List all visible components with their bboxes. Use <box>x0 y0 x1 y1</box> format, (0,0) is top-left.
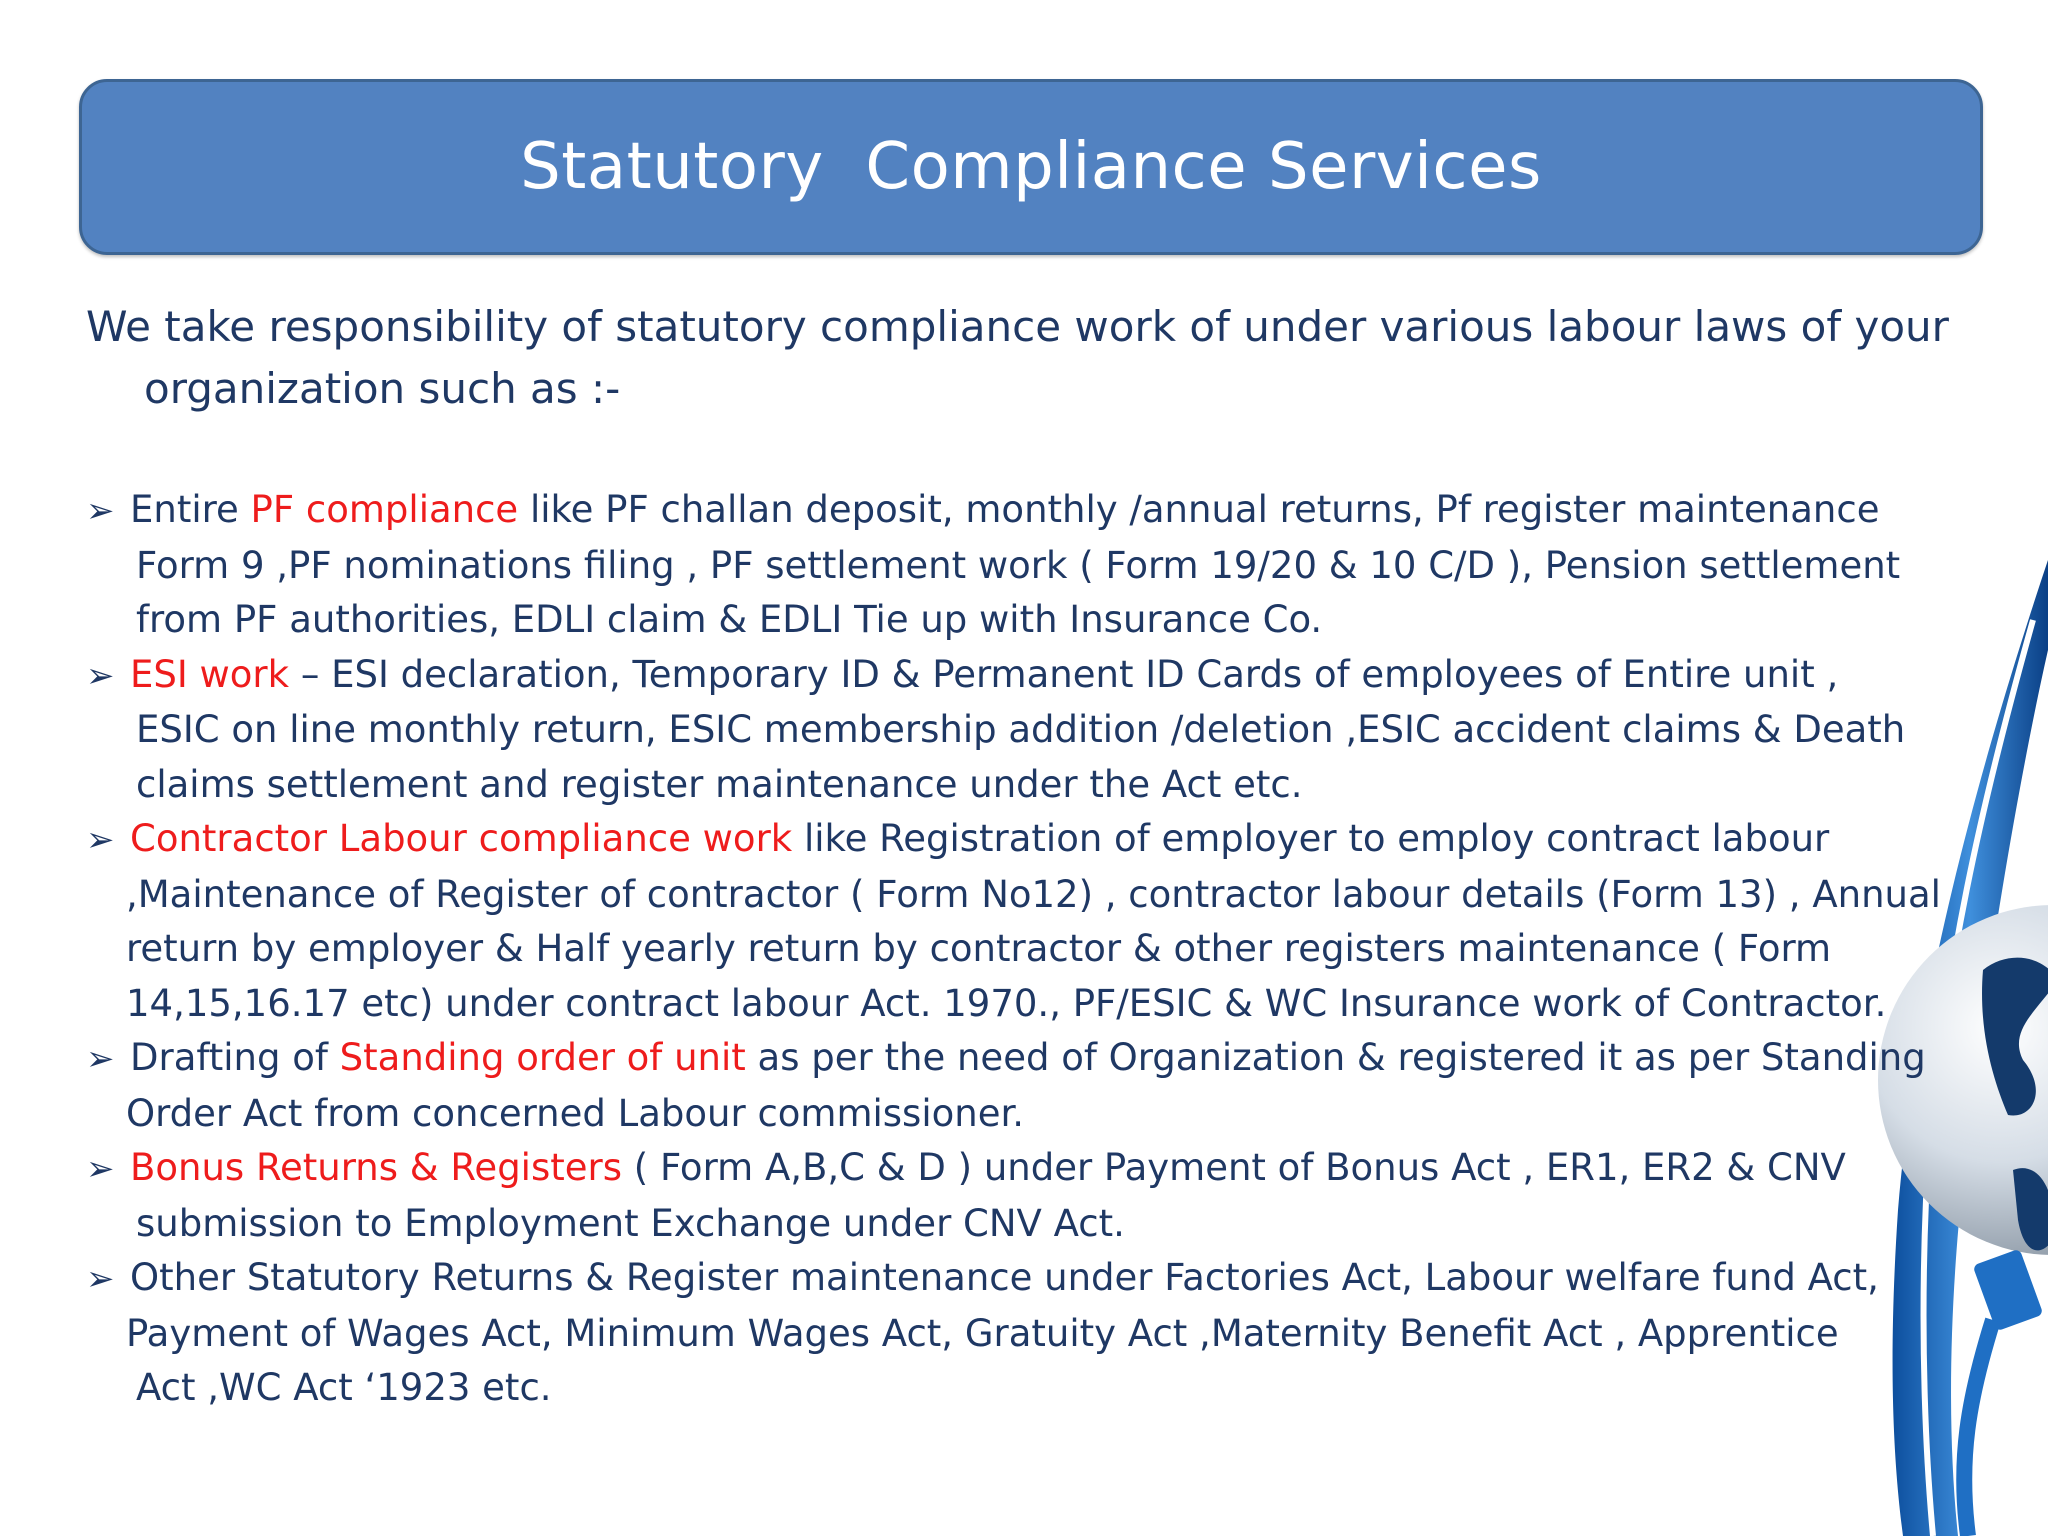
item-rest: like Registration of employer to employ contract labour <box>792 817 1830 860</box>
item-continuation: ,Maintenance of Register of contractor ( Form No12) , contractor labour details (Form 13) , Annual <box>126 872 1941 916</box>
slide-title: Statutory Compliance Services <box>520 130 1542 204</box>
list-item-bonus <box>86 1141 1966 1251</box>
list-item-esi <box>86 648 1966 813</box>
item-highlight: PF compliance <box>250 488 519 531</box>
item-continuation: from PF authorities, EDLI claim & EDLI Tie up with Insurance Co. <box>136 598 1323 641</box>
title-banner <box>79 79 1983 255</box>
list-item-contract-labour <box>86 812 1966 1031</box>
item-prefix: Drafting of <box>130 1036 340 1079</box>
item-highlight: ESI work <box>130 652 290 696</box>
item-prefix: Entire <box>130 488 251 531</box>
item-rest: like PF challan deposit, monthly /annual returns, Pf register maintenance <box>518 488 1880 531</box>
item-highlight: Standing order of unit <box>339 1036 746 1079</box>
item-rest: – ESI declaration, Temporary ID & Permanent ID Cards of employees of Entire unit , <box>289 652 1839 696</box>
item-highlight: Contractor Labour compliance work <box>130 817 793 860</box>
intro-line-1: We take responsibility of statutory compliance work of under various labour laws of your <box>86 302 1949 351</box>
list-item-other-returns <box>86 1251 1966 1416</box>
arrow-bullet-icon: ➢ <box>86 820 115 860</box>
services-list <box>86 483 1966 1416</box>
intro-line-2: organization such as :- <box>144 364 621 413</box>
item-rest: ( Form A,B,C & D ) under Payment of Bonus Act , ER1, ER2 & CNV <box>622 1146 1846 1189</box>
item-continuation: return by employer & Half yearly return by contractor & other registers maintenance ( Form <box>126 927 1832 970</box>
intro-paragraph <box>86 296 1966 420</box>
arrow-bullet-icon: ➢ <box>86 491 115 531</box>
item-rest: as per the need of Organization & registered it as per Standing <box>745 1036 1926 1079</box>
item-continuation: ESIC on line monthly return, ESIC membership addition /deletion ,ESIC accident claims & Death <box>136 708 1906 751</box>
list-item-standing-order <box>86 1031 1966 1141</box>
item-continuation: Form 9 ,PF nominations filing , PF settlement work ( Form 19/20 & 10 C/D ), Pension settlement <box>136 543 1901 587</box>
arrow-bullet-icon: ➢ <box>86 1149 115 1189</box>
item-continuation: claims settlement and register maintenance under the Act etc. <box>136 762 1303 806</box>
arrow-bullet-icon: ➢ <box>86 1259 115 1299</box>
item-highlight: Bonus Returns & Registers <box>130 1146 623 1189</box>
list-item-pf <box>86 483 1966 648</box>
item-continuation: submission to Employment Exchange under CNV Act. <box>136 1201 1125 1245</box>
item-continuation: Act ,WC Act ‘1923 etc. <box>136 1366 552 1409</box>
arrow-bullet-icon: ➢ <box>86 1039 115 1079</box>
item-continuation: Order Act from concerned Labour commissioner. <box>126 1091 1025 1135</box>
item-continuation: 14,15,16.17 etc) under contract labour Act. 1970., PF/ESIC & WC Insurance work of Contractor. <box>126 981 1887 1025</box>
item-continuation: Payment of Wages Act, Minimum Wages Act, Gratuity Act ,Maternity Benefit Act , Apprentice <box>126 1311 1839 1355</box>
item-prefix: Other Statutory Returns & Register maintenance under Factories Act, Labour welfare fund Act, <box>130 1256 1879 1299</box>
arrow-bullet-icon: ➢ <box>86 655 115 696</box>
